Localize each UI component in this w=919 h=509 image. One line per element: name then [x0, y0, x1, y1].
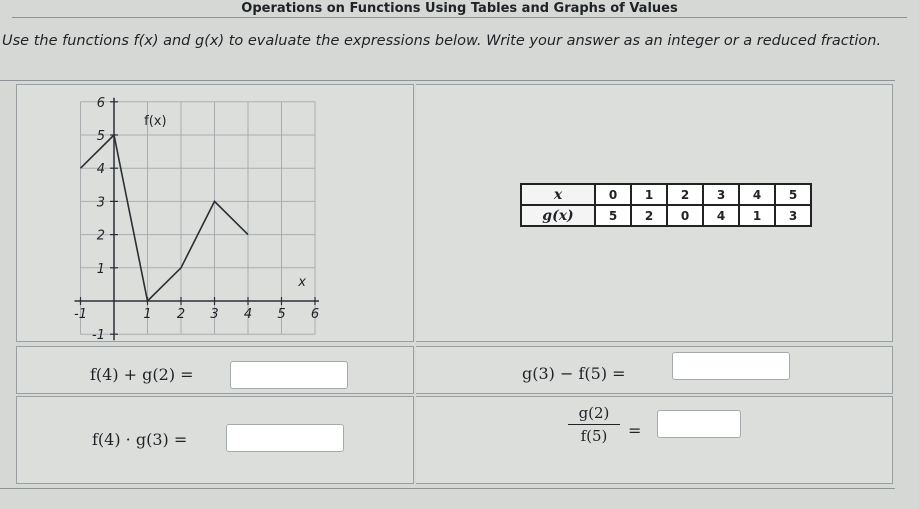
y-tick-label: 3 [96, 195, 105, 211]
g-cell: 0 [667, 205, 703, 226]
x-cell: 5 [775, 184, 811, 205]
y-tick-label: 6 [96, 95, 105, 111]
g-cell: 1 [739, 205, 775, 226]
x-tick-label: 5 [277, 307, 286, 322]
question-panel-1 [16, 346, 414, 394]
g-cell: 4 [703, 205, 739, 226]
x-tick-label: 2 [176, 307, 186, 322]
y-tick-label: -1 [92, 328, 105, 344]
x-header: x [521, 184, 595, 205]
g-row [521, 205, 811, 226]
x-cell: 4 [739, 184, 775, 205]
q4-numerator: g(2) [568, 404, 620, 425]
instructions-divider [0, 80, 895, 81]
page-title: Operations on Functions Using Tables and Graphs of Values [241, 1, 678, 16]
y-tick-label: 2 [96, 228, 105, 244]
x-axis-label: x [298, 275, 306, 291]
x-tick-label: 1 [143, 307, 152, 322]
g-table [520, 183, 812, 227]
q3-answer-input[interactable] [226, 424, 344, 452]
q1-answer-input[interactable] [230, 361, 348, 389]
instructions-text: Use the functions f(x) and g(x) to evaluate the expressions below. Write your answer as an integer or a reduced fraction. [2, 33, 882, 49]
g-cell: 5 [595, 205, 631, 226]
g-cell: 2 [631, 205, 667, 226]
y-tick-label: 5 [96, 129, 105, 144]
x-cell: 3 [703, 184, 739, 205]
q3-expression: f(4) · g(3) = [92, 430, 188, 449]
q4-answer-input[interactable] [657, 410, 741, 438]
question-panel-4 [416, 396, 893, 484]
q4-equals: = [628, 421, 642, 440]
y-tick-label: 1 [96, 261, 105, 277]
bottom-divider [0, 488, 895, 489]
question-panel-2 [416, 346, 893, 394]
g-header: g(x) [521, 205, 595, 226]
q1-expression: f(4) + g(2) = [90, 365, 194, 384]
question-panel-3 [16, 396, 414, 484]
x-cell: 1 [631, 184, 667, 205]
x-tick-label: 3 [210, 307, 219, 322]
f-curve [81, 135, 249, 301]
q2-expression: g(3) − f(5) = [522, 364, 626, 383]
q4-fraction [568, 404, 620, 445]
q4-denominator: f(5) [580, 427, 608, 445]
x-cell: 0 [595, 184, 631, 205]
x-tick-label: 4 [243, 307, 253, 322]
title-divider [12, 17, 907, 18]
x-cell: 2 [667, 184, 703, 205]
y-tick-label: 4 [96, 162, 105, 178]
g-cell: 3 [775, 205, 811, 226]
f-graph [74, 86, 352, 344]
x-tick-label: -1 [74, 307, 87, 322]
x-row [521, 184, 811, 205]
x-tick-label: 6 [310, 307, 320, 322]
q2-answer-input[interactable] [672, 352, 790, 380]
function-label: f(x) [144, 114, 167, 130]
